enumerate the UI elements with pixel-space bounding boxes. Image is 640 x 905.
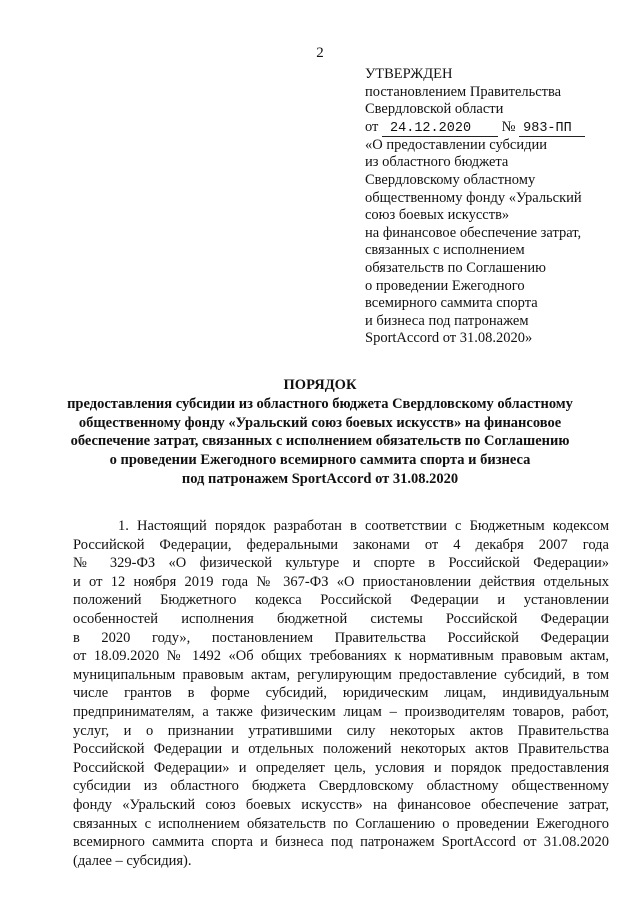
paragraph-line: положений Бюджетного кодекса Российской Федерации и установлении bbox=[73, 592, 609, 609]
page-number: 2 bbox=[316, 45, 324, 61]
approval-number: 983-ПП bbox=[519, 121, 585, 137]
number-prefix: № bbox=[501, 118, 516, 135]
approval-line: связанных с исполнением bbox=[365, 242, 525, 259]
title-line: общественному фонду «Уральский союз боевых искусств» на финансовое bbox=[78, 414, 562, 431]
date-prefix: от bbox=[365, 118, 379, 135]
paragraph-line: муниципальным правовым актам, регулирующим предоставление субсидий, в том bbox=[73, 666, 609, 683]
paragraph-line: фонду «Уральский союз боевых искусств» на финансовое обеспечение затрат, bbox=[73, 796, 609, 813]
approval-date-line bbox=[365, 119, 605, 137]
paragraph-1 bbox=[73, 517, 609, 870]
approval-line: SportAccord от 31.08.2020» bbox=[365, 330, 533, 347]
title-line: предоставления субсидии из областного бюджета Свердловскому областному bbox=[67, 395, 573, 412]
approval-line: постановлением Правительства bbox=[365, 83, 562, 100]
paragraph-line: всемирного саммита спорта и бизнеса под патронажем SportAccord от 31.08.2020 bbox=[73, 834, 609, 851]
paragraph-line: в 2020 году», постановлением Правительства Российской Федерации bbox=[73, 629, 609, 646]
approval-line: всемирного саммита спорта bbox=[365, 295, 538, 312]
approval-line: Свердловскому областному bbox=[365, 171, 536, 188]
title-heading: ПОРЯДОК bbox=[283, 377, 357, 393]
paragraph-line: особенностей исполнения бюджетной системы Российской Федерации bbox=[73, 610, 609, 627]
paragraph-line: услуг, и о признании утратившими силу некоторых актов Правительства bbox=[73, 722, 609, 739]
approval-line: союз боевых искусств» bbox=[365, 207, 510, 224]
approval-line: «О предоставлении субсидии bbox=[365, 136, 547, 153]
approval-line: обязательств по Соглашению bbox=[365, 259, 546, 276]
paragraph-line: № 329-ФЗ «О физической культуре и спорте в Российской Федерации» bbox=[73, 555, 609, 572]
approval-line: из областного бюджета bbox=[365, 154, 509, 171]
paragraph-line: субсидии из областного бюджета Свердловскому областному общественному bbox=[73, 778, 609, 795]
approval-line: Свердловской области bbox=[365, 101, 504, 118]
paragraph-line: связанных с исполнением обязательств по Соглашению о проведении Ежегодного bbox=[73, 815, 609, 832]
paragraph-line: предпринимателям, а также физическим лицам – производителям товаров, работ, bbox=[73, 703, 609, 720]
paragraph-line: от 18.09.2020 № 1492 «Об общих требованиях к нормативным правовым актам, bbox=[73, 648, 609, 665]
approval-line: о проведении Ежегодного bbox=[365, 277, 525, 294]
approval-stamp-block bbox=[365, 66, 605, 348]
paragraph-line: 1. Настоящий порядок разработан в соответствии с Бюджетным кодексом bbox=[118, 518, 609, 534]
paragraph-line: Российской Федерации и отдельных положений некоторых актов Правительства bbox=[73, 741, 609, 758]
paragraph-line: числе грантов в форме субсидий, юридическим лицам, индивидуальным bbox=[73, 685, 609, 702]
paragraph-line: Российской Федерации» и определяет цель, условия и порядок предоставления bbox=[73, 759, 609, 776]
document-title bbox=[0, 376, 640, 489]
title-line: о проведении Ежегодного всемирного саммита спорта и бизнеса bbox=[109, 452, 531, 469]
paragraph-line: (далее – субсидия). bbox=[73, 852, 192, 869]
paragraph-line: Российской Федерации, федеральными законами от 4 декабря 2007 года bbox=[73, 536, 609, 553]
title-line: обеспечение затрат, связанных с исполнением обязательств по Соглашению bbox=[70, 433, 570, 450]
paragraph-line: и от 12 ноября 2019 года № 367-ФЗ «О приостановлении действия отдельных bbox=[73, 573, 609, 590]
title-line: под патронажем SportAccord от 31.08.2020 bbox=[181, 470, 459, 487]
approval-line: и бизнеса под патронажем bbox=[365, 312, 529, 329]
approval-date: 24.12.2020 bbox=[382, 121, 498, 137]
approval-line: на финансовое обеспечение затрат, bbox=[365, 224, 582, 241]
approval-heading: УТВЕРЖДЕН bbox=[365, 66, 453, 82]
approval-line: общественному фонду «Уральский bbox=[365, 189, 582, 206]
